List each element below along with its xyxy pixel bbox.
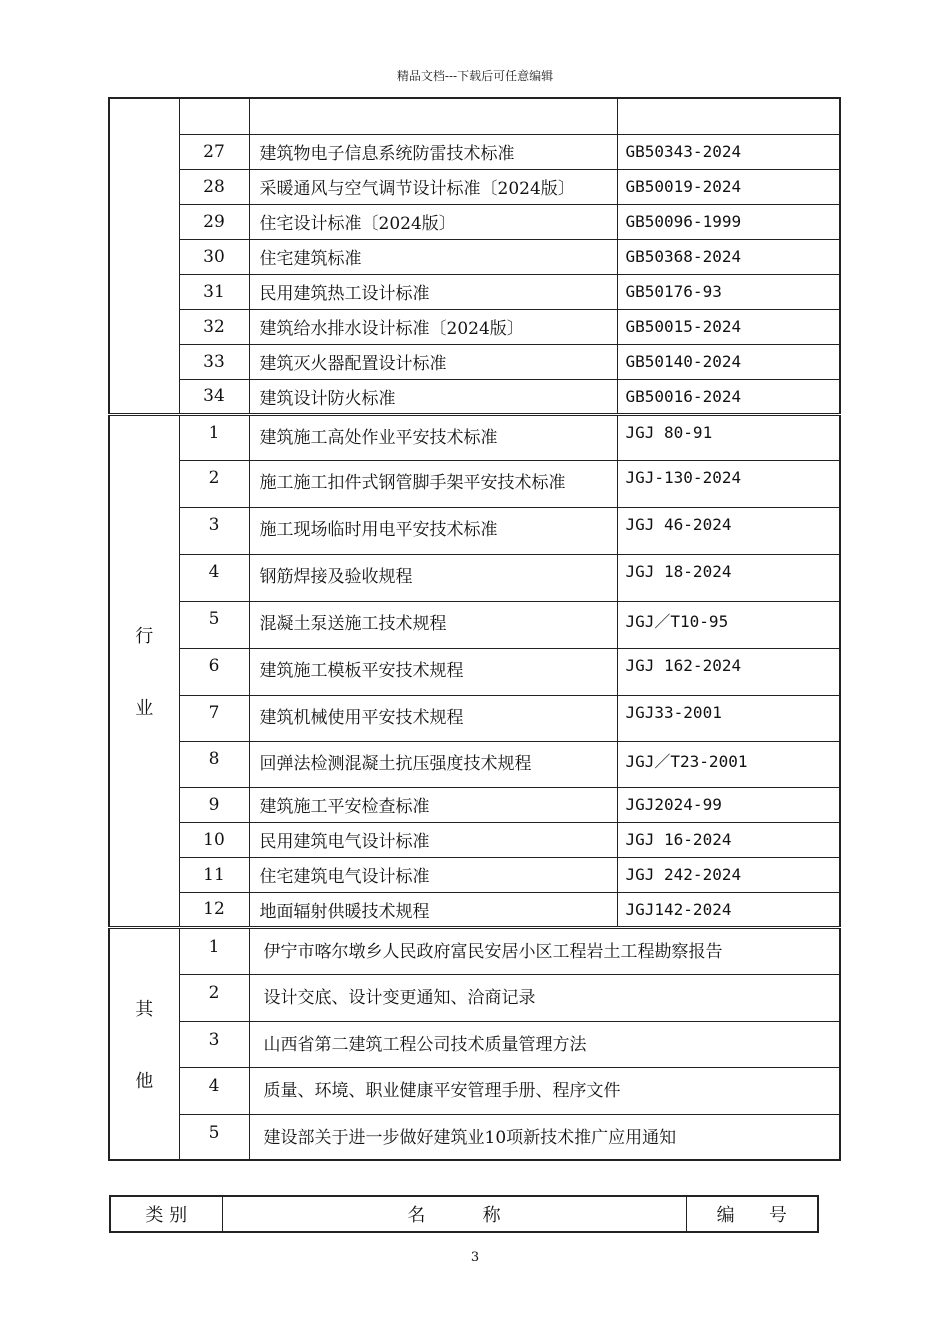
standard-name: 建筑物电子信息系统防雷技术标准 — [249, 134, 617, 169]
row-number: 3 — [179, 1021, 249, 1067]
standards-table-body — [109, 98, 840, 1160]
table-row — [109, 892, 840, 927]
footer-header-table — [109, 1195, 819, 1233]
category-cell-national — [109, 98, 179, 414]
table-row — [109, 507, 840, 554]
row-number: 34 — [179, 379, 249, 414]
table-row — [109, 974, 840, 1021]
standard-code: JGJ2024-99 — [617, 787, 840, 822]
standard-code — [617, 98, 840, 134]
standard-name: 住宅建筑电气设计标准 — [249, 857, 617, 892]
category-char: 行 — [135, 625, 154, 647]
table-row — [109, 239, 840, 274]
standard-code: JGJ 162-2024 — [617, 648, 840, 695]
table-row — [109, 344, 840, 379]
row-number: 2 — [179, 974, 249, 1021]
row-number: 11 — [179, 857, 249, 892]
standard-name: 建筑灭火器配置设计标准 — [249, 344, 617, 379]
standard-name: 施工现场临时用电平安技术标准 — [249, 507, 617, 554]
table-row — [109, 787, 840, 822]
row-number: 28 — [179, 169, 249, 204]
name-header: 名 称 — [222, 1196, 686, 1232]
row-number: 33 — [179, 344, 249, 379]
table-row — [109, 1021, 840, 1067]
table-row — [109, 648, 840, 695]
standard-name: 建筑给水排水设计标准〔2024版〕 — [249, 309, 617, 344]
table-row — [109, 414, 840, 460]
category-char: 其 — [135, 998, 154, 1020]
row-number: 12 — [179, 892, 249, 927]
standard-name — [249, 98, 617, 134]
standard-code: GB50176-93 — [617, 274, 840, 309]
standard-code: JGJ 46-2024 — [617, 507, 840, 554]
standard-code: GB50019-2024 — [617, 169, 840, 204]
row-number: 4 — [179, 1067, 249, 1114]
standard-name: 建筑施工模板平安技术规程 — [249, 648, 617, 695]
standard-code: JGJ／T23-2001 — [617, 741, 840, 787]
row-number: 7 — [179, 695, 249, 741]
standard-code: GB50015-2024 — [617, 309, 840, 344]
document-name: 山西省第二建筑工程公司技术质量管理方法 — [249, 1021, 840, 1067]
table-row — [109, 379, 840, 414]
standard-name: 混凝土泵送施工技术规程 — [249, 601, 617, 648]
document-name: 质量、环境、职业健康平安管理手册、程序文件 — [249, 1067, 840, 1114]
document-name: 设计交底、设计变更通知、洽商记录 — [249, 974, 840, 1021]
standard-name: 采暖通风与空气调节设计标准〔2024版〕 — [249, 169, 617, 204]
row-number — [179, 98, 249, 134]
table-row — [109, 1067, 840, 1114]
table-row — [109, 822, 840, 857]
standard-code: GB50140-2024 — [617, 344, 840, 379]
standard-name: 地面辐射供暖技术规程 — [249, 892, 617, 927]
standard-code: JGJ-130-2024 — [617, 460, 840, 507]
standard-name: 民用建筑热工设计标准 — [249, 274, 617, 309]
row-number: 5 — [179, 601, 249, 648]
row-number: 29 — [179, 204, 249, 239]
standard-code: GB50368-2024 — [617, 239, 840, 274]
row-number: 32 — [179, 309, 249, 344]
standard-name: 钢筋焊接及验收规程 — [249, 554, 617, 601]
row-number: 3 — [179, 507, 249, 554]
standard-code: JGJ 242-2024 — [617, 857, 840, 892]
table-row — [109, 927, 840, 974]
row-number: 5 — [179, 1114, 249, 1160]
standard-code: JGJ142-2024 — [617, 892, 840, 927]
standard-code: JGJ／T10-95 — [617, 601, 840, 648]
row-number: 4 — [179, 554, 249, 601]
standard-code: JGJ33-2001 — [617, 695, 840, 741]
standard-name: 住宅设计标准〔2024版〕 — [249, 204, 617, 239]
code-header: 编 号 — [686, 1196, 818, 1232]
row-number: 27 — [179, 134, 249, 169]
table-row — [109, 1114, 840, 1160]
table-row — [109, 204, 840, 239]
row-number: 30 — [179, 239, 249, 274]
row-number: 8 — [179, 741, 249, 787]
document-name: 建设部关于进一步做好建筑业10项新技术推广应用通知 — [249, 1114, 840, 1160]
table-row — [109, 309, 840, 344]
standards-table — [108, 97, 841, 1161]
standard-name: 建筑机械使用平安技术规程 — [249, 695, 617, 741]
standard-name: 回弹法检测混凝土抗压强度技术规程 — [249, 741, 617, 787]
table-row — [109, 274, 840, 309]
document-name: 伊宁市喀尔墩乡人民政府富民安居小区工程岩土工程勘察报告 — [249, 927, 840, 974]
category-cell-other — [109, 927, 179, 1160]
category-char: 他 — [135, 1070, 154, 1092]
standard-code: GB50096-1999 — [617, 204, 840, 239]
standard-name: 建筑设计防火标准 — [249, 379, 617, 414]
row-number: 2 — [179, 460, 249, 507]
table-row — [109, 741, 840, 787]
standard-name: 建筑施工平安检查标准 — [249, 787, 617, 822]
standard-code: JGJ 18-2024 — [617, 554, 840, 601]
page-header: 精品文档---下载后可任意编辑 — [396, 69, 554, 83]
standard-code: GB50016-2024 — [617, 379, 840, 414]
standard-code: GB50343-2024 — [617, 134, 840, 169]
row-number: 1 — [179, 927, 249, 974]
table-row — [109, 169, 840, 204]
table-row — [109, 134, 840, 169]
standard-code: JGJ 16-2024 — [617, 822, 840, 857]
category-char: 业 — [135, 697, 154, 719]
page-number: 3 — [470, 1250, 480, 1265]
row-number: 6 — [179, 648, 249, 695]
category-cell-industry — [109, 414, 179, 927]
standard-name: 民用建筑电气设计标准 — [249, 822, 617, 857]
table-row — [109, 857, 840, 892]
row-number: 31 — [179, 274, 249, 309]
table-row — [109, 98, 840, 134]
table-row — [109, 695, 840, 741]
standard-name: 住宅建筑标准 — [249, 239, 617, 274]
standard-name: 建筑施工高处作业平安技术标准 — [249, 414, 617, 460]
table-row — [109, 460, 840, 507]
standard-code: JGJ 80-91 — [617, 414, 840, 460]
row-number: 10 — [179, 822, 249, 857]
footer-header-row — [110, 1196, 818, 1232]
table-row — [109, 601, 840, 648]
table-row — [109, 554, 840, 601]
category-header: 类 别 — [110, 1196, 222, 1232]
row-number: 1 — [179, 414, 249, 460]
standard-name: 施工施工扣件式钢管脚手架平安技术标准 — [249, 460, 617, 507]
row-number: 9 — [179, 787, 249, 822]
